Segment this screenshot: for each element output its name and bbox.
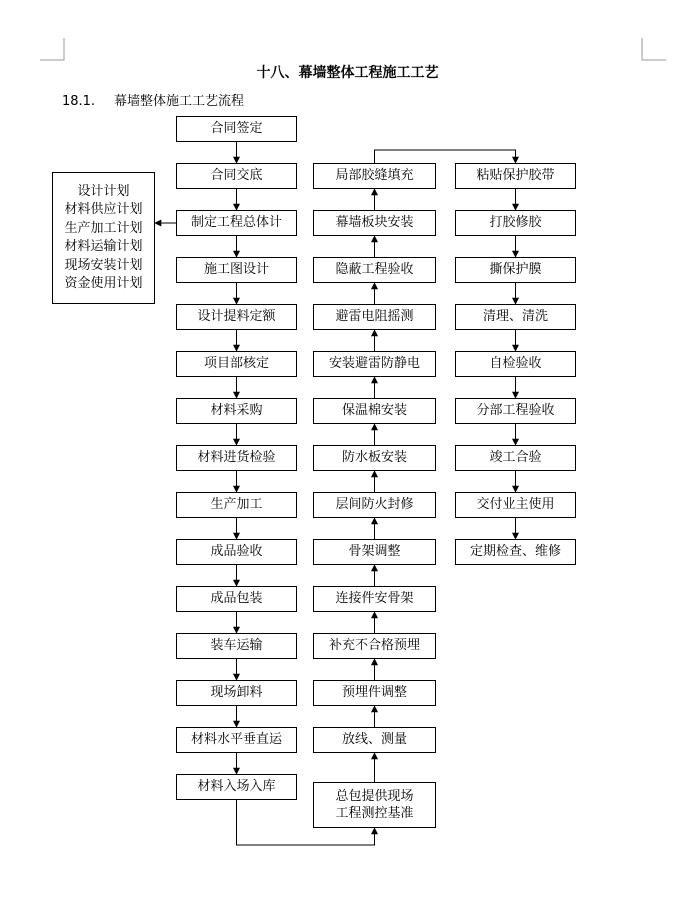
flow-step-col1: 生产加工 <box>176 492 297 518</box>
flow-step-col1: 施工图设计 <box>176 257 297 283</box>
flow-step-col3: 粘贴保护胶带 <box>455 163 576 189</box>
flow-step-col1: 现场卸料 <box>176 680 297 706</box>
flow-step-col3: 竣工合验 <box>455 445 576 471</box>
plan-item: 材料运输计划 <box>64 239 143 254</box>
flow-step-col1: 项目部核定 <box>176 351 297 377</box>
plan-item: 资金使用计划 <box>64 276 143 291</box>
flow-step-col2: 避雷电阻摇测 <box>313 304 436 330</box>
flow-step-line: 总包提供现场 <box>335 789 414 804</box>
flow-step-col1: 材料水平垂直运 <box>176 727 297 753</box>
flow-step-col2: 骨架调整 <box>313 539 436 565</box>
flow-step-col2: 幕墙板块安装 <box>313 210 436 236</box>
flow-step-col1: 制定工程总体计 <box>176 210 297 236</box>
flow-step-col1: 成品验收 <box>176 539 297 565</box>
flow-step-col2: 连接件安骨架 <box>313 586 436 612</box>
flow-step-col1: 合同交底 <box>176 163 297 189</box>
section-label: 幕墙整体施工工艺流程 <box>114 94 245 109</box>
plan-item: 生产加工计划 <box>64 220 143 236</box>
flow-step-col1: 合同签定 <box>176 116 297 142</box>
flow-step-col1: 材料采购 <box>176 398 297 424</box>
flow-step-col2: 预埋件调整 <box>313 680 436 706</box>
flow-step-col2-start <box>313 782 436 828</box>
flow-step-col1: 材料入场入库 <box>176 774 297 800</box>
arrow-col2-to-col3 <box>375 150 516 163</box>
plan-item: 设计计划 <box>77 183 130 199</box>
flow-step-col2: 局部胶缝填充 <box>313 163 436 189</box>
flow-step-col1: 材料进货检验 <box>176 445 297 471</box>
plan-list-box <box>52 172 155 304</box>
flow-step-col3: 清理、清洗 <box>455 304 576 330</box>
flow-step-col2: 层间防火封修 <box>313 492 436 518</box>
flow-step-col3: 打胶修胶 <box>455 210 576 236</box>
flow-step-line: 工程测控基准 <box>335 806 414 821</box>
flow-step-col2: 补充不合格预埋 <box>313 633 436 659</box>
flow-step-col2: 安装避雷防静电 <box>313 351 436 377</box>
flow-step-col2: 放线、测量 <box>313 727 436 753</box>
page-title: 十八、幕墙整体工程施工工艺 <box>256 65 439 81</box>
flow-step-col3: 定期检查、维修 <box>455 539 576 565</box>
flow-step-col3: 交付业主使用 <box>455 492 576 518</box>
flow-step-col3: 分部工程验收 <box>455 398 576 424</box>
flow-step-col2: 保温棉安装 <box>313 398 436 424</box>
flow-step-col1: 设计提料定额 <box>176 304 297 330</box>
flow-step-col1: 装车运输 <box>176 633 297 659</box>
section-number: 18.1. <box>62 94 96 109</box>
plan-item: 材料供应计划 <box>64 202 143 217</box>
plan-item: 现场安装计划 <box>64 257 143 273</box>
flow-step-col2: 防水板安装 <box>313 445 436 471</box>
flow-step-col2: 隐蔽工程验收 <box>313 257 436 283</box>
flow-step-col3: 撕保护膜 <box>455 257 576 283</box>
flow-step-col1: 成品包装 <box>176 586 297 612</box>
flow-step-col3: 自检验收 <box>455 351 576 377</box>
